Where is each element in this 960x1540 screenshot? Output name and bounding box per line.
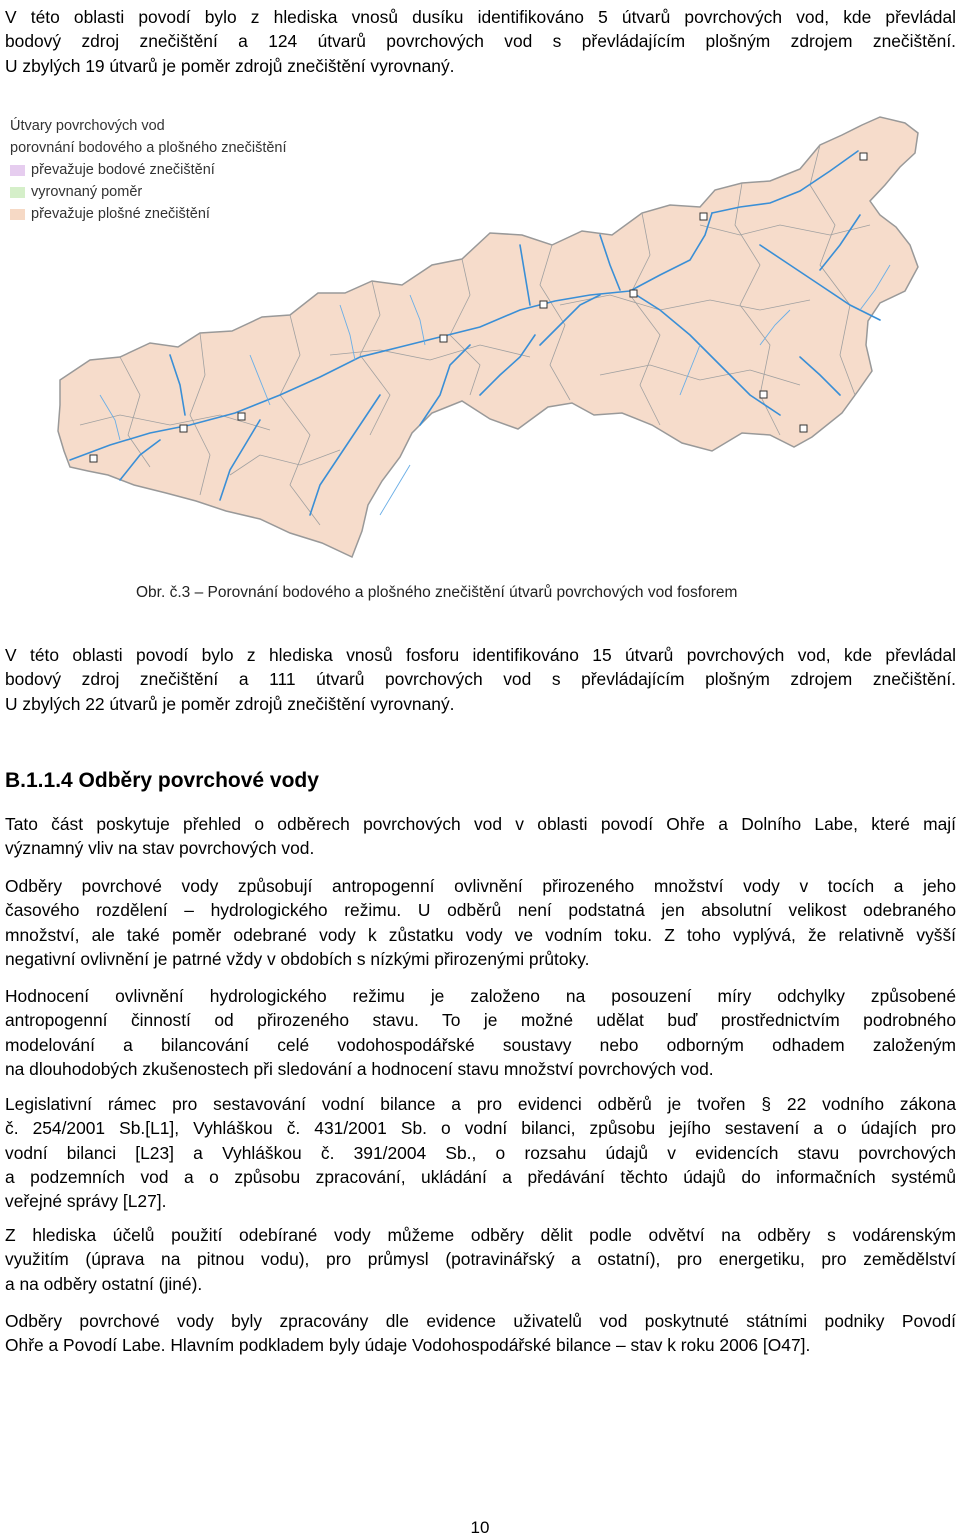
- legend-title: Útvary povrchových vod: [10, 118, 165, 134]
- legend-label: převažuje plošné znečištění: [31, 206, 210, 222]
- text-line: Z hlediska účelů použití odebírané vody můžeme odběry dělit podle odvětví na odběry s vodárenským: [5, 1225, 956, 1245]
- text-line: Ohře a Povodí Labe. Hlavním podkladem byly údaje Vodohospodářské bilance – stav k roku 2006 [O47].: [5, 1335, 811, 1356]
- text-line: významný vliv na stav povrchových vod.: [5, 838, 315, 859]
- section-heading: B.1.1.4 Odběry povrchové vody: [5, 769, 319, 792]
- text-line: vodní bilanci [L23] a Vyhláškou č. 391/2004 Sb., o rozsahu údajů v evidencích stavu povrchových: [5, 1142, 956, 1163]
- text-line: V této oblasti povodí bylo z hlediska vnosů dusíku identifikováno 5 útvarů povrchových vod, kde převládal: [5, 7, 956, 27]
- text-line: U zbylých 19 útvarů je poměr zdrojů znečištění vyrovnaný.: [5, 55, 455, 76]
- text-line: využitím (úprava na pitnou vodu), pro průmysl (potravinářský a ostatní), pro energetiku, pro zemědělství: [5, 1249, 956, 1270]
- legend-item-point: [10, 159, 350, 181]
- text-line: bodový zdroj znečištění a 124 útvarů povrchových vod s převládajícím plošným zdrojem znečištění.: [5, 31, 956, 52]
- text-line: množství, ale také poměr odebrané vody k zůstatku vody ve vodním toku. Z toho vyplývá, že relativně vyšší: [5, 924, 956, 945]
- legend-label: převažuje bodové znečištění: [31, 162, 215, 178]
- text-line: Tato část poskytuje přehled o odběrech povrchových vod v oblasti povodí Ohře a Dolního Labe, které mají: [5, 814, 956, 834]
- text-line: antropogenní činností od přirozeného stavu. To je možné udělat buď prostřednictvím podrobného: [5, 1010, 956, 1031]
- figure-caption: [136, 584, 737, 602]
- text-line: Odběry povrchové vody byly zpracovány dle evidence uživatelů vod poskytnuté státními podniky Povodí: [5, 1311, 956, 1331]
- text-line: a podzemních vod a o způsobu zpracování, ukládání a předávání těchto údajů do informačních systémů: [5, 1166, 956, 1187]
- text-line: Odběry povrchové vody způsobují antropogenní ovlivnění přirozeného množství vody v tocích a jeho: [5, 876, 956, 896]
- intro-paragraph: [5, 5, 956, 78]
- phosphorus-paragraph: [5, 643, 956, 716]
- legend-swatch: [10, 165, 25, 176]
- text-line: V této oblasti povodí bylo z hlediska vnosů fosforu identifikováno 15 útvarů povrchových vod, kde převládal: [5, 645, 956, 665]
- text-line: Hodnocení ovlivnění hydrologického režimu je založeno na posouzení míry odchylky způsobené: [5, 986, 956, 1006]
- text-line: Legislativní rámec pro sestavování vodní bilance a pro evidenci odběrů je tvořen § 22 vodního zákona: [5, 1094, 956, 1114]
- text-line: a na odběry ostatní (jiné).: [5, 1273, 203, 1294]
- text-line: bodový zdroj znečištění a 111 útvarů povrchových vod s převládajícím plošným zdrojem znečištění.: [5, 669, 956, 690]
- paragraph-impact: [5, 874, 956, 971]
- text-line: U zbylých 22 útvarů je poměr zdrojů znečištění vyrovnaný.: [5, 693, 455, 714]
- legend-subtitle: porovnání bodového a plošného znečištění: [10, 140, 287, 156]
- text-line: modelování a bilancování celé vodohospodářské soustavy nebo odborným odhadem založeným: [5, 1034, 956, 1055]
- text-line: č. 254/2001 Sb.[L1], Vyhláškou č. 431/2001 Sb. o vodní bilanci, způsobu jejího sestavení a o údajích pro: [5, 1118, 956, 1139]
- legend-item-diffuse: [10, 203, 350, 225]
- paragraph-assessment: [5, 984, 956, 1081]
- caption-prefix: Obr. č.3: [136, 584, 191, 601]
- text-line: negativní ovlivnění je patrné vždy v obdobích s nízkými přirozenými průtoky.: [5, 948, 590, 969]
- legend-swatch: [10, 209, 25, 220]
- text-line: na dlouhodobých zkušenostech při sledování a hodnocení stavu množství povrchových vod.: [5, 1058, 714, 1079]
- text-line: časového rozdělení – hydrologického režimu. U odběrů není podstatná jen absolutní velikost odebraného: [5, 900, 956, 921]
- paragraph-purposes: [5, 1223, 956, 1296]
- page-number: 10: [470, 1518, 490, 1537]
- legend-label: vyrovnaný poměr: [31, 184, 143, 200]
- paragraph-sources: [5, 1309, 956, 1358]
- map-legend: [10, 115, 350, 225]
- paragraph-legislation: [5, 1092, 956, 1213]
- paragraph-overview: [5, 812, 956, 861]
- text-line: veřejné správy [L27].: [5, 1191, 167, 1212]
- legend-item-balanced: [10, 181, 350, 203]
- caption-text: – Porovnání bodového a plošného znečištění útvarů povrchových vod fosforem: [190, 584, 738, 601]
- legend-swatch: [10, 187, 25, 198]
